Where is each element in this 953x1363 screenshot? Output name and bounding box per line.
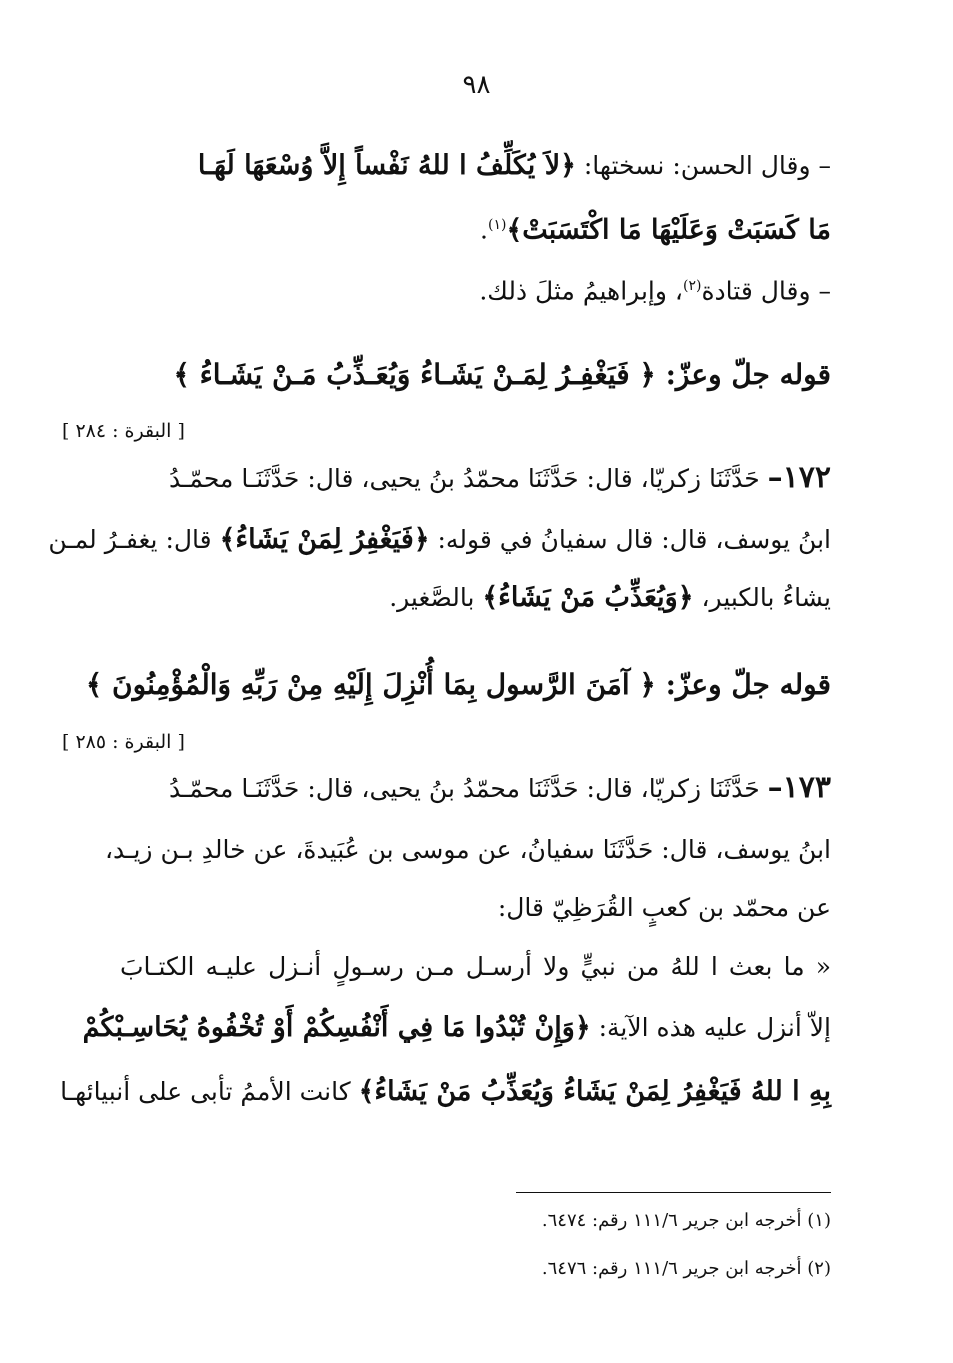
- isnad-text: حَدَّثَنَا زكريّا، قال: حَدَّثَنَا محمّدُ بنُ يحيى، قال: حَدَّثَنَـا محمّـدُ: [168, 464, 768, 493]
- isnad-text: حَدَّثَنَا زكريّا، قال: حَدَّثَنَا محمّدُ بنُ يحيى، قال: حَدَّثَنَـا محمّـدُ: [168, 774, 768, 803]
- hadith-173-line-1: [120, 768, 831, 809]
- hadith-text: قال: يغفـرُ لمـن: [48, 525, 220, 554]
- qatada-text-end: ، وإبراهيمُ مثلَ ذلك.: [479, 276, 683, 306]
- hadith-text: بالصَّغير.: [389, 583, 483, 612]
- footnote-divider: [516, 1192, 831, 1193]
- footnote-2: (٢) أخرجه ابن جرير ١١١/٦ رقم: ٦٤٧٦.: [541, 1258, 831, 1279]
- section-heading-1: [120, 355, 831, 395]
- section-heading-2: [85, 665, 831, 705]
- quran-verse: مَا كَسَبَتْ وَعَلَيْهَا مَا اكْتَسَبَتْ﴾: [506, 214, 831, 246]
- quran-quote: ﴿وَإِنْ تُبْدُوا مَا فِي أَنْفُسِكُمْ أَوْ تُخْفُوهُ يُحَاسِـبْكُمْ: [82, 1012, 591, 1043]
- hadith-173-line-5: [82, 1008, 831, 1048]
- footnote-marker: (١): [487, 217, 507, 233]
- hadith-173-line-2: ابنُ يوسف، قال: حَدَّثَنَا سفيانُ، عن موسى بن عُبَيدةَ، عن خالدِ بـن زيـد،: [104, 835, 831, 864]
- hadith-172-line-3: [120, 578, 831, 618]
- footnote-marker: (٢): [682, 278, 702, 294]
- hadith-text: ابنُ يوسف، قال: قال سفيانُ في قوله:: [429, 525, 831, 554]
- hasan-text: – وقال الحسن: نسختها:: [575, 151, 831, 180]
- heading-verse: ﴿ آمَنَ الرَّسول بِمَا أُنْزِلَ إِلَيْهِ مِنْ رَبِّهِ وَالْمُؤْمِنُونَ ﴾: [85, 668, 656, 701]
- hadith-172-line-2: [48, 520, 831, 560]
- surah-reference-1: [ البقرة : ٢٨٤ ]: [62, 420, 185, 442]
- quran-quote: ﴿فَيَغْفِرُ لِمَنْ يَشَاءُ﴾: [219, 524, 430, 555]
- quran-quote: بِهِ ا للهُ فَيَغْفِرُ لِمَنْ يَشَاءُ وَيُعَذِّبُ مَنْ يَشَاءُ﴾: [358, 1076, 831, 1107]
- hadith-173-line-3: عن محمّد بن كعبٍ القُرَظِيّ قال:: [497, 893, 831, 922]
- hadith-text: كانت الأممُ تأبى على أنبيائهـا: [60, 1077, 359, 1106]
- hadith-number: ١٧٢–: [767, 460, 831, 495]
- hadith-number: ١٧٣–: [767, 770, 831, 805]
- hadith-text: إلاّ أنزل عليه هذه الآية:: [590, 1013, 831, 1042]
- heading-prefix: قوله جلّ وعزّ:: [655, 358, 831, 391]
- hadith-173-line-4: « ما بعث ا للهُ من نبيٍّ ولا أرسـل مـن رسـولٍ أنـزل عليـه الكتـابَ: [120, 952, 831, 981]
- hasan-line: [120, 146, 831, 186]
- hadith-text: يشاءُ بالكبير،: [693, 583, 831, 612]
- qatada-text: – وقال قتادة: [701, 276, 831, 306]
- heading-verse: ﴿ فَيَغْفِـرُ لِمَـنْ يَشَـاءُ وَيُعَـذِّبُ مَـنْ يَشَـاءُ ﴾: [173, 358, 656, 391]
- heading-prefix: قوله جلّ وعزّ:: [655, 668, 831, 701]
- hadith-172-line-1: [120, 458, 831, 499]
- quran-quote: ﴿وَيُعَذِّبُ مَنْ يَشَاءُ﴾: [482, 582, 694, 613]
- footnote-1: (١) أخرجه ابن جرير ١١١/٦ رقم: ٦٤٧٤.: [541, 1210, 831, 1231]
- hadith-173-line-6: [60, 1072, 831, 1112]
- surah-reference-2: [ البقرة : ٢٨٥ ]: [62, 731, 185, 753]
- hasan-line-2: [120, 205, 831, 250]
- page-number: ٩٨: [462, 70, 491, 100]
- quran-verse: ﴿لاَ يُكَلِّفُ ا للهُ نَفْساً إِلاَّ وُسْعَهَا لَهَـا: [197, 150, 576, 181]
- period: .: [480, 215, 488, 245]
- qatada-line: [120, 266, 831, 311]
